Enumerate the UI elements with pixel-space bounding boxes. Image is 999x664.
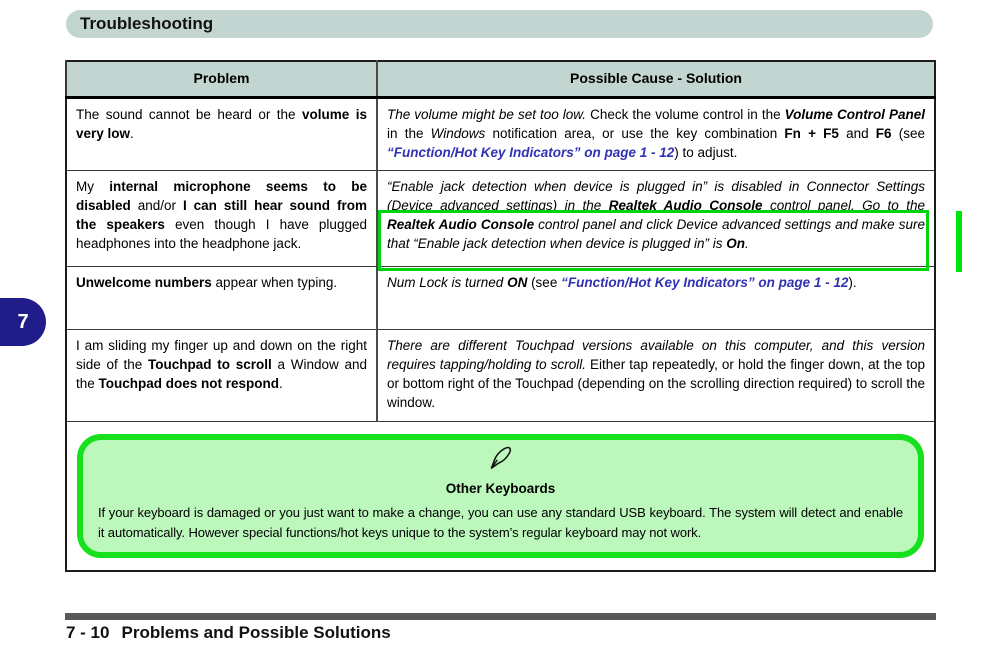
change-bar-annotation [956,211,962,272]
problem-cell-sound: The sound cannot be heard or the volume is very low. [66,97,377,170]
problem-cell-touchpad: I am sliding my finger up and down on the right side of the Touchpad to scroll a Window and the Touchpad does not respond. [66,329,377,421]
page-footer [66,623,391,643]
problem-cell-numlock: Unwelcome numbers appear when typing. [66,266,377,329]
solution-cell-microphone: “Enable jack detection when device is plugged in” is disabled in Connector Settings (Device advanced settings) in the Realtek Audio Console control panel. Go to the Realtek Audio Console control panel and click Device advanced settings and make sure that “Enable jack detection when device is plugged in” is On. [377,170,935,266]
chapter-tab [0,298,46,346]
note-body: If your keyboard is damaged or you just want to make a change, you can use any standard USB keyboard. The system will detect and enable it automatically. However special functions/hot keys unique to the system’s regular keyboard may not work. [98,504,903,540]
table-row [66,266,935,329]
cross-reference-link[interactable]: “Function/Hot Key Indicators” on page 1 - 12 [387,144,675,160]
page-title [66,10,933,38]
solution-cell-numlock: Num Lock is turned ON (see “Function/Hot Key Indicators” on page 1 - 12). [377,266,935,329]
cross-reference-link[interactable]: “Function/Hot Key Indicators” on page 1 - 12 [561,274,849,290]
table-header-row [66,61,935,97]
table-row [66,329,935,421]
solution-cell-touchpad: There are different Touchpad versions available on this computer, and this version requires tapping/holding to scroll. Either tap repeatedly, or hold the finger down, at the top or bottom right of the Touchpad (depending on the scrolling direction required) to scroll the window. [377,329,935,421]
footer-divider-bar [65,613,936,620]
pen-icon [487,445,514,473]
column-header-solution: Possible Cause - Solution [377,61,935,97]
note-box-other-keyboards [77,434,924,558]
table-row [66,170,935,266]
page-title-text: Troubleshooting [80,14,214,33]
table-row [66,97,935,170]
solution-cell-sound: The volume might be set too low. Check the volume control in the Volume Control Panel in the Windows notification area, or use the key combination Fn + F5 and F6 (see “Function/Hot Key Indicators” on page 1 - 12) to adjust. [377,97,935,170]
table-row-note [66,421,935,571]
problem-cell-microphone: My internal microphone seems to be disabled and/or I can still hear sound from the speakers even though I have plugged headphones into the headphone jack. [66,170,377,266]
note-title: Other Keyboards [445,480,556,496]
column-header-problem: Problem [66,61,377,97]
chapter-tab-number: 7 [17,310,29,333]
footer-section-label: Problems and Possible Solutions [121,623,391,642]
troubleshooting-table [65,60,936,572]
note-cell [66,421,935,571]
footer-page-number: 7 - 10 [66,623,110,642]
